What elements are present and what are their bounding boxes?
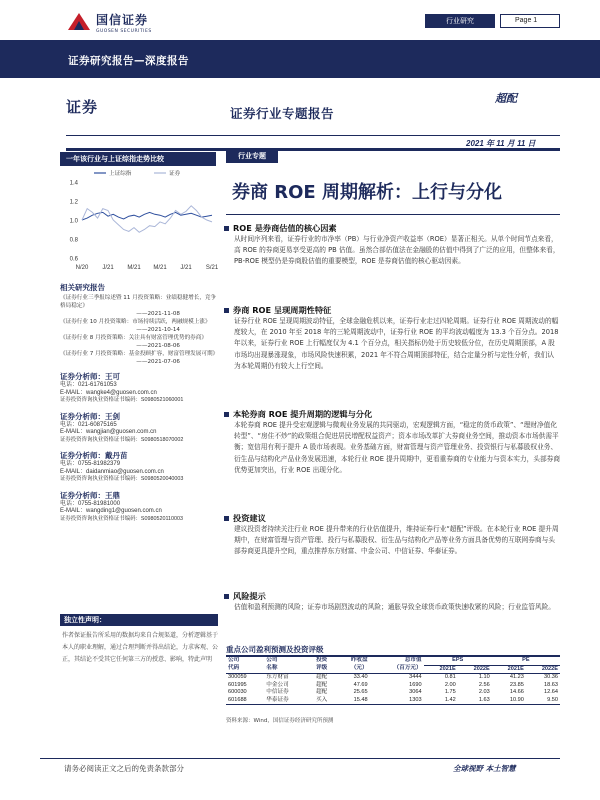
col-head: （百万元） — [370, 665, 424, 674]
cell-pe-2022: 12.64 — [544, 689, 558, 695]
col-head: 2021E — [424, 665, 458, 674]
performance-chart — [58, 166, 218, 280]
col-head: （元） — [335, 665, 370, 674]
summary-section — [224, 408, 560, 476]
cell-pe-2022: 9.50 — [526, 697, 560, 705]
guosen-logo-icon — [66, 10, 92, 34]
cell-eps-2022: 1.63 — [458, 697, 492, 705]
forecast-table — [226, 657, 560, 705]
related-report-title: 《证券行业 8 月投资策略：关注具有财富管理优势的券商》 — [60, 335, 207, 341]
cell-pe-2022: 30.36 — [544, 674, 558, 680]
col-head: 总市值 — [404, 657, 422, 664]
section-body: 证券行业 ROE 呈现周期波动特征，全球金融危机以来，证券行业走过四轮周期。证券行业 ROE 周期波动的幅度较大，在 2010 年至 2018 年的三轮周期波动中，证券行业 ROE 的平均波动幅度为 13.3 个百分点。2018 年以来，证券行业 ROE 上行幅度仅为 4.1 个百分点，相关指标仍处于历史较低分位，在历史周期顶部，A 股市场均出现暴涨现象，市场风险快速积累，2021 年不符合周期顶部特征，结合定量分析与定性分析，我们认为本轮周期仍有较大上行空间。 — [234, 317, 559, 370]
analyst-phone: 电话：021-60875165 — [60, 421, 117, 428]
analyst-email[interactable]: E-MAIL：wangding1@guosen.com.cn — [60, 508, 162, 514]
divider — [66, 135, 560, 136]
cell-pe-2022: 18.63 — [544, 681, 558, 688]
cell-cap: 1690 — [409, 681, 422, 688]
cell-price: 25.65 — [353, 689, 368, 695]
cell-eps-2021: 1.75 — [444, 689, 456, 695]
cell-name: 东方财富 — [266, 674, 289, 680]
related-report-date: ——2021-08-06 — [136, 343, 180, 349]
footer-divider — [40, 758, 560, 759]
related-report-title: 《证券行业三季报综述暨 11 月投资策略：业绩稳健增长，竞争格局稳定》 — [60, 295, 217, 309]
logo-name-cn: 国信证券 — [96, 12, 149, 27]
col-head: 公司 — [266, 657, 278, 664]
section-heading: 本轮券商 ROE 提升周期的逻辑与分化 — [224, 408, 560, 420]
analyst-phone: 电话：0755-81981000 — [60, 500, 121, 507]
cell-price: 15.48 — [335, 697, 370, 705]
y-tick-label: 1.4 — [69, 180, 78, 187]
bullet-icon — [224, 308, 229, 313]
cell-pe-2021: 41.23 — [509, 674, 524, 680]
summary-section — [224, 590, 560, 613]
x-tick-label: J/21 — [102, 265, 114, 271]
cell-name: 华泰证券 — [264, 697, 309, 705]
x-tick-label: S/21 — [205, 265, 218, 271]
cell-cap: 3444 — [409, 674, 422, 680]
company-logo — [66, 10, 152, 34]
bullet-icon — [224, 594, 229, 599]
header-category-tag: 行业研究 — [425, 14, 495, 28]
cell-eps-2022: 1.10 — [478, 674, 490, 680]
section-heading: 券商 ROE 呈现周期性特征 — [224, 304, 560, 316]
table-row — [226, 697, 560, 705]
section-body: 估值和盈利预测的风险；证券市场剧烈波动的风险；通胀导致全球货币政策快速收紧的风险；行业监管风险。 — [234, 603, 555, 611]
cell-pe-2021: 23.85 — [509, 681, 524, 688]
analyst-email[interactable]: E-MAIL：wangjian@guosen.com.cn — [60, 429, 157, 435]
chart-title: 一年该行业与上证综指走势比较 — [60, 152, 216, 166]
analyst-list — [60, 372, 220, 530]
related-report-date: ——2021-11-08 — [136, 311, 180, 317]
analyst-cert: 证券投资咨询执业资格证书编码：S0980521060001 — [60, 397, 184, 403]
legend-label: 上证综指 — [109, 171, 132, 177]
bullet-icon — [224, 516, 229, 521]
x-tick-label: N/20 — [75, 265, 89, 271]
related-report-title: 《证券行业 10 月投资策略：市场持续活跃，两融规模上涨》 — [60, 319, 211, 325]
report-type: 证券行业专题报告 — [230, 106, 335, 121]
related-report[interactable] — [60, 294, 220, 318]
section-body: 建议投资者持续关注行业 ROE 提升带来的行业估值提升，维持证券行业“超配”评级。在本轮行业 ROE 提升周期中，在财富管理与资产管理、投行与私募股权、衍生品与结构化产品等业务方面具备优势的互联网券商与头部券商更具提升空间，重点推荐东方财富、中金公司、中信证券、华泰证券。 — [234, 525, 559, 556]
cell-cap: 3064 — [409, 689, 422, 695]
cell-name: 中金公司 — [266, 681, 289, 688]
table-header-row — [226, 657, 560, 665]
legend-label: 证券 — [169, 171, 181, 177]
related-reports-title: 相关研究报告 — [60, 283, 105, 292]
col-group-eps: EPS — [424, 657, 492, 665]
col-group-pe: PE — [492, 657, 560, 665]
page-number: Page 1 — [500, 14, 560, 28]
logo-name-en: GUOSEN SECURITIES — [96, 28, 152, 34]
industry-rating: 超配 — [495, 92, 517, 105]
col-head: 名称 — [264, 665, 309, 674]
table-row — [226, 682, 560, 690]
divider-thick — [66, 148, 560, 151]
col-head: 2021E — [492, 665, 526, 674]
cell-pe-2021: 14.66 — [509, 689, 524, 695]
analyst-email[interactable]: E-MAIL：daidanmiao@guosen.com.cn — [60, 468, 164, 475]
col-head: 2022E — [458, 665, 492, 674]
cell-eps-2021: 1.42 — [424, 697, 458, 705]
topic-tag: 行业专题 — [226, 150, 278, 163]
forecast-table-title: 重点公司盈利预测及投资评级 — [226, 645, 324, 654]
cell-eps-2022: 2.56 — [478, 681, 490, 688]
analyst-phone: 电话：0755-81982379 — [60, 461, 121, 467]
x-tick-label: M/21 — [153, 265, 167, 271]
y-tick-label: 1.0 — [69, 218, 78, 225]
analyst-name: 证券分析师：王剑 — [60, 411, 120, 421]
analyst-name: 证券分析师：王可 — [60, 372, 120, 381]
table-source-note: 资料来源：Wind，国信证券经济研究所预测 — [226, 718, 334, 724]
table-row — [226, 689, 560, 697]
cell-code: 600030 — [228, 689, 247, 695]
table-header-row — [226, 665, 560, 674]
analyst-card — [60, 451, 220, 484]
analyst-cert: 证券投资咨询执业资格证书编码：S0980520040003 — [60, 476, 184, 482]
col-head: 投资 — [316, 657, 328, 664]
cell-code: 601688 — [226, 697, 264, 705]
analyst-phone: 电话：021-61761053 — [60, 382, 117, 388]
col-head: 评级 — [309, 665, 335, 674]
cell-code: 300059 — [228, 674, 247, 680]
cell-code: 601995 — [228, 681, 247, 688]
summary-section — [224, 222, 560, 268]
col-head: 2022E — [526, 665, 560, 674]
x-tick-label: J/21 — [180, 265, 192, 271]
x-tick-label: M/21 — [127, 265, 141, 271]
related-report-title: 《证券行业 7 月投资策略：基金投顾扩容，财富管理发展可期》 — [60, 351, 219, 357]
cell-price: 33.40 — [353, 674, 368, 680]
title-underline — [226, 214, 560, 215]
report-title: 券商 ROE 周期解析：上行与分化 — [232, 182, 502, 203]
analyst-name: 证券分析师：王鼎 — [60, 490, 120, 500]
declaration-title: 独立性声明： — [60, 614, 218, 626]
bullet-icon — [224, 412, 229, 417]
col-head: 公司 — [228, 657, 240, 664]
summary-section — [224, 512, 560, 558]
analyst-name: 证券分析师：戴丹苗 — [60, 451, 128, 460]
declaration-body: 作者保证报告所采用的数据均来自合规渠道，分析逻辑基于本人的职业理解，通过合理判断并得出结论，力求客观、公正，其结论不受其它任何第三方的授意、影响，特此声明 — [62, 632, 219, 663]
cell-eps-2021: 2.00 — [444, 681, 456, 688]
cell-cap: 1303 — [370, 697, 424, 705]
analyst-card — [60, 372, 220, 405]
report-date: 2021 年 11 月 11 日 — [466, 139, 536, 148]
col-head: 代码 — [226, 665, 264, 674]
y-tick-label: 0.6 — [69, 256, 78, 263]
y-tick-label: 1.2 — [69, 199, 78, 206]
cell-pe-2021: 10.90 — [492, 697, 526, 705]
series-line — [82, 206, 212, 233]
analyst-card — [60, 491, 220, 524]
related-report-date: ——2021-10-14 — [136, 327, 180, 333]
sector-name: 证券 — [66, 98, 99, 116]
analyst-cert: 证券投资咨询执业资格证书编码：S0980518070002 — [60, 436, 184, 443]
footer-disclaimer[interactable]: 请务必阅读正文之后的免责条款部分 — [64, 764, 184, 773]
related-report-date: ——2021-07-06 — [136, 359, 180, 365]
report-series-title: 证券研究报告—深度报告 — [68, 55, 189, 67]
cell-price: 47.69 — [353, 681, 368, 688]
analyst-cert: 证券投资咨询执业资格证书编码：S0980520110003 — [60, 515, 184, 522]
cell-eps-2021: 0.81 — [444, 674, 456, 680]
series-line — [82, 212, 212, 220]
table-row — [226, 674, 560, 682]
footer-slogan: 全球视野 本土智慧 — [453, 764, 516, 773]
analyst-email[interactable]: E-MAIL：wangke4@guosen.com.cn — [60, 389, 157, 396]
related-reports-list — [60, 294, 220, 366]
cell-eps-2022: 2.03 — [478, 689, 490, 695]
cell-rating: 超配 — [316, 681, 328, 688]
section-heading: 风险提示 — [224, 590, 560, 602]
cell-rating: 超配 — [316, 674, 328, 680]
summary-section — [224, 304, 560, 372]
y-tick-label: 0.8 — [69, 237, 78, 244]
section-body: 本轮券商 ROE 提升受宏观逻辑与微观业务发展的共同驱动，宏观逻辑方面，“稳定的货币政策”、“理财净值化转型”、“房住不炒”的政策组合促进居民增配权益资产；资本市场改革扩大券商业务空间，推动资本市场供需平衡；宽信用有利于提升 A 股市场表现。业务基础方面，财富管理与资产管理业务、投资银行与私募股权业务、衍生品与结构化产品业务发展迅速，本轮行业 ROE 提升周期中，更看重券商的专业能力与资本实力，头部券商优势更加突出，行业 ROE 出现分化。 — [234, 421, 561, 474]
cell-rating: 买入 — [309, 697, 335, 705]
cell-name: 中信证券 — [266, 689, 289, 695]
related-report[interactable] — [60, 334, 220, 350]
section-heading: ROE 是券商估值的核心因素 — [224, 222, 560, 234]
analyst-card — [60, 412, 220, 445]
col-head: 昨收盘 — [350, 657, 368, 664]
related-report[interactable] — [60, 318, 220, 334]
cell-rating: 超配 — [316, 689, 328, 695]
section-body: 从时间序列来看，证券行业的市净率（PB）与行业净资产收益率（ROE）显著正相关。从单个时间节点来看，高 ROE 的券商更易享受更高的 PB 估值。虽然合部估值法在金融股的估值中得到了广泛的应用，但整体来看，PB-ROE 模型仍是券商股估值的重要模型，ROE 是券商估值的核心驱动因素。 — [234, 235, 560, 266]
bullet-icon — [224, 226, 229, 231]
related-report[interactable] — [60, 350, 220, 366]
section-heading: 投资建议 — [224, 512, 560, 524]
